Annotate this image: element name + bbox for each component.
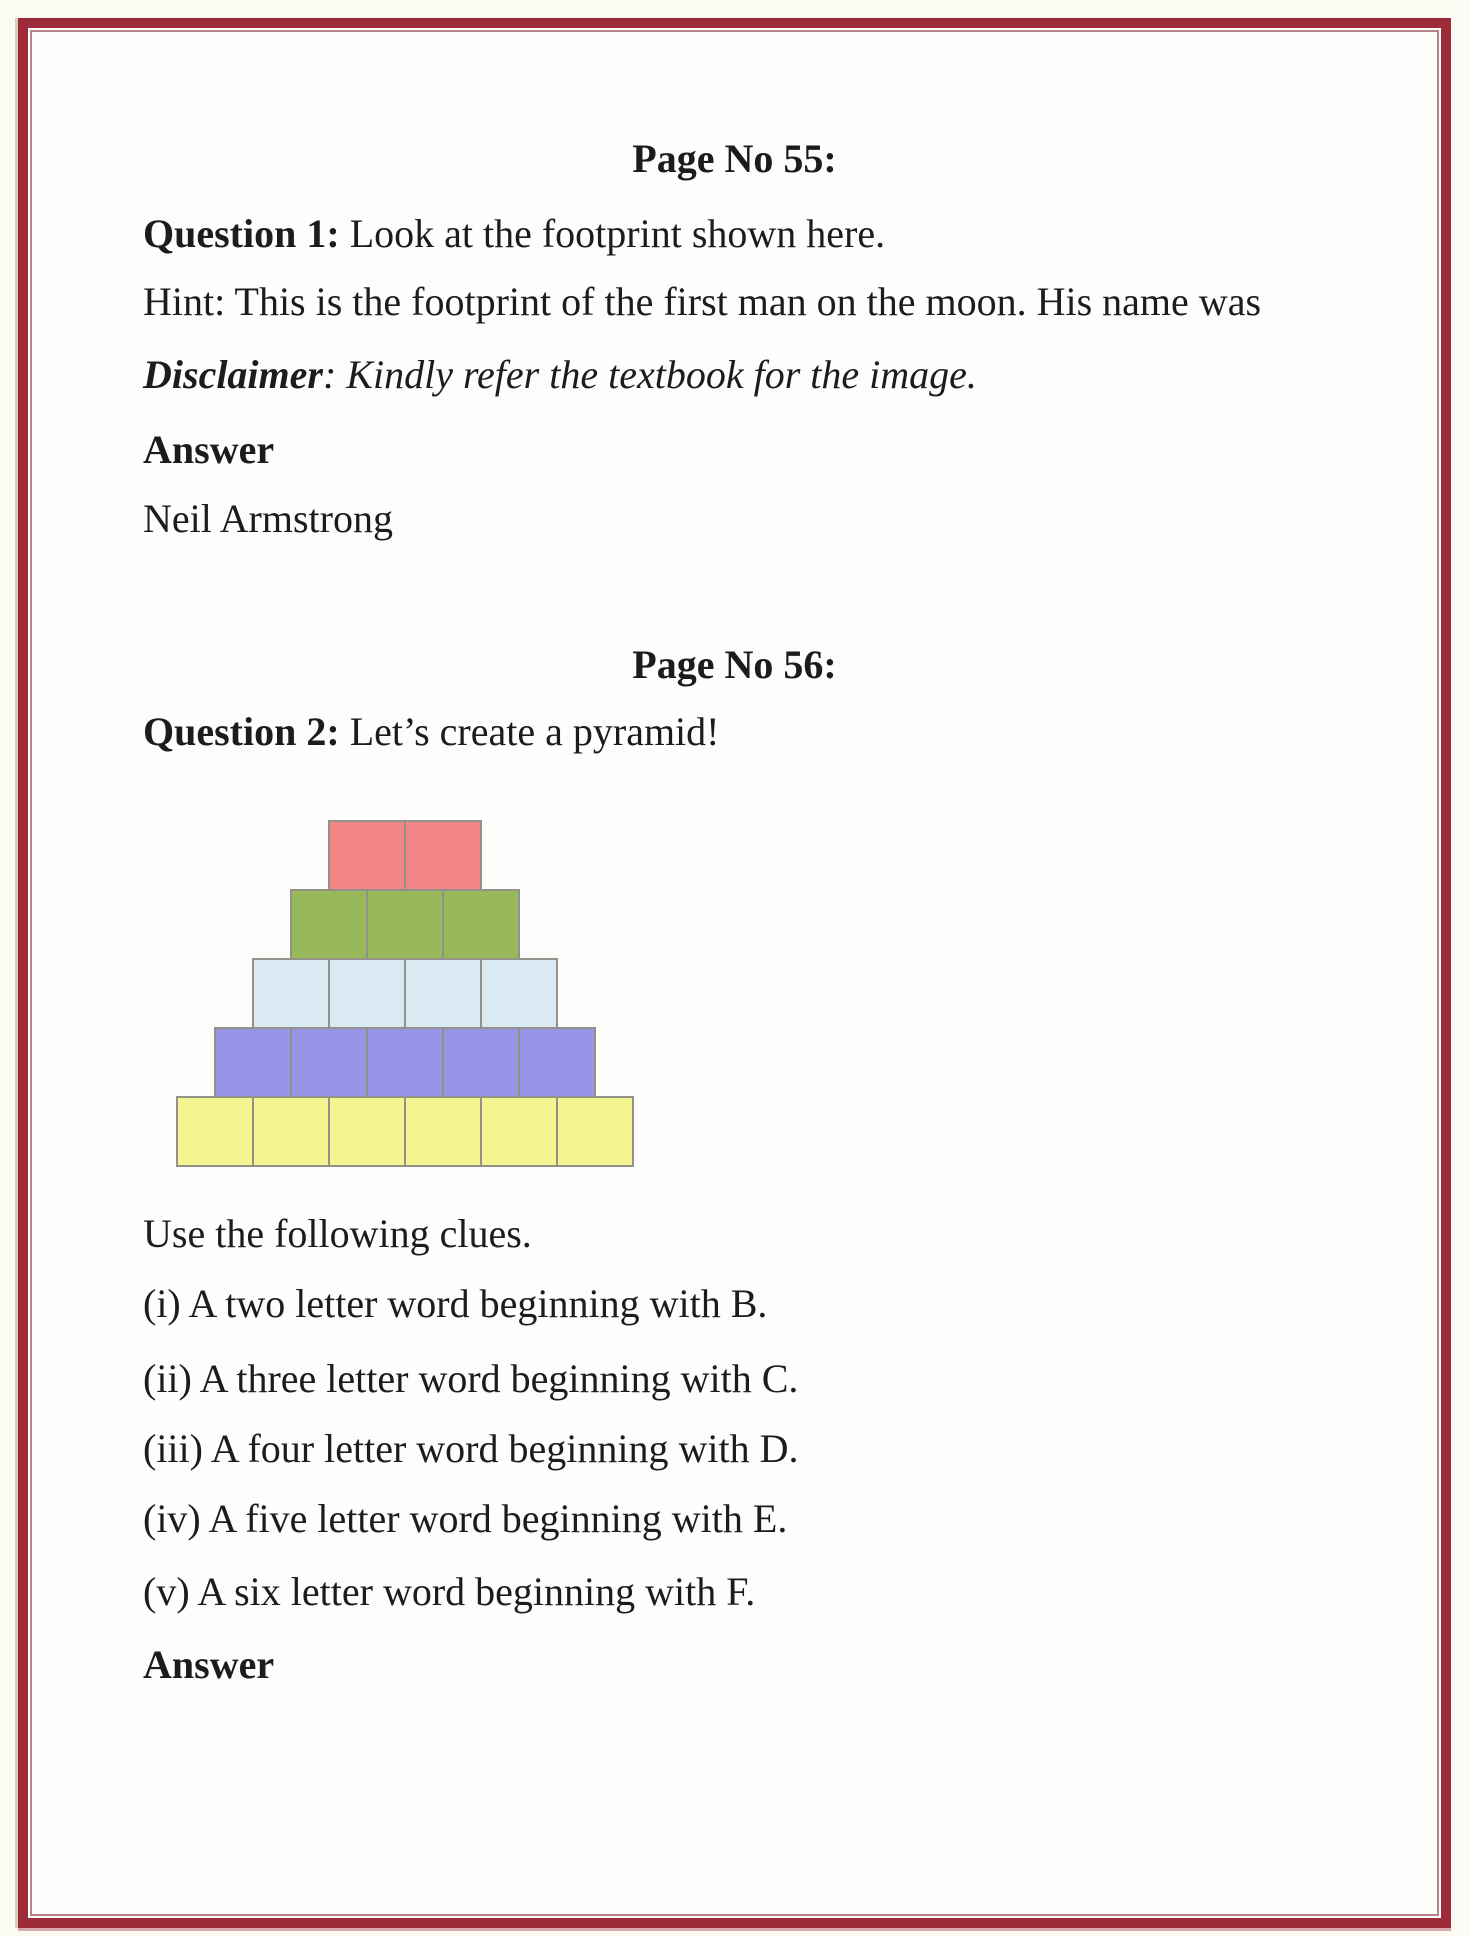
pyramid-block-red-1 (328, 820, 406, 891)
pyramid-block-purple-1 (214, 1027, 292, 1098)
pyramid-block-purple-3 (366, 1027, 444, 1098)
pyramid-row-purple (171, 1027, 639, 1098)
question2-text: Let’s create a pyramid! (339, 709, 720, 754)
question2-line (143, 709, 720, 754)
pyramid-row-red (171, 820, 639, 891)
question1-text: Look at the footprint shown here. (339, 211, 886, 256)
pyramid-block-yellow-5 (480, 1096, 558, 1167)
pyramid-block-light-blue-2 (328, 958, 406, 1029)
pyramid-figure (171, 820, 639, 1167)
pyramid-block-yellow-2 (252, 1096, 330, 1167)
page56-answer-label: Answer (143, 1642, 275, 1687)
pyramid-block-yellow-3 (328, 1096, 406, 1167)
pyramid-block-purple-2 (290, 1027, 368, 1098)
clue-item-3: (iii) A four letter word beginning with D. (143, 1426, 799, 1471)
pyramid-row-light-blue (171, 958, 639, 1029)
pyramid-block-light-blue-3 (404, 958, 482, 1029)
pyramid-block-light-blue-1 (252, 958, 330, 1029)
clue-item-2: (ii) A three letter word beginning with C. (143, 1356, 799, 1401)
disclaimer-text: : Kindly refer the textbook for the image. (322, 352, 977, 397)
pyramid-block-green-1 (290, 889, 368, 960)
pyramid-block-purple-5 (518, 1027, 596, 1098)
page56-header: Page No 56: (632, 642, 837, 687)
pyramid-block-yellow-6 (556, 1096, 634, 1167)
pyramid-row-yellow (171, 1096, 639, 1167)
page55-answer-text: Neil Armstrong (143, 496, 393, 541)
pyramid-block-green-3 (442, 889, 520, 960)
question1-hint: Hint: This is the footprint of the first man on the moon. His name was (143, 279, 1262, 324)
pyramid-row-green (171, 889, 639, 960)
pyramid-block-light-blue-4 (480, 958, 558, 1029)
clue-item-5: (v) A six letter word beginning with F. (143, 1569, 756, 1614)
clue-item-1: (i) A two letter word beginning with B. (143, 1281, 768, 1326)
pyramid-block-red-2 (404, 820, 482, 891)
question1-line (143, 211, 886, 256)
page55-header: Page No 55: (632, 136, 837, 181)
question1-label: Question 1: (143, 211, 340, 256)
pyramid-block-purple-4 (442, 1027, 520, 1098)
pyramid-block-yellow-4 (404, 1096, 482, 1167)
pyramid-block-green-2 (366, 889, 444, 960)
clues-intro: Use the following clues. (143, 1211, 532, 1256)
page55-answer-label: Answer (143, 427, 275, 472)
disclaimer-line (143, 352, 977, 397)
clue-item-4: (iv) A five letter word beginning with E. (143, 1496, 788, 1541)
disclaimer-label: Disclaimer (143, 352, 323, 397)
question2-label: Question 2: (143, 709, 340, 754)
pyramid-block-yellow-1 (176, 1096, 254, 1167)
